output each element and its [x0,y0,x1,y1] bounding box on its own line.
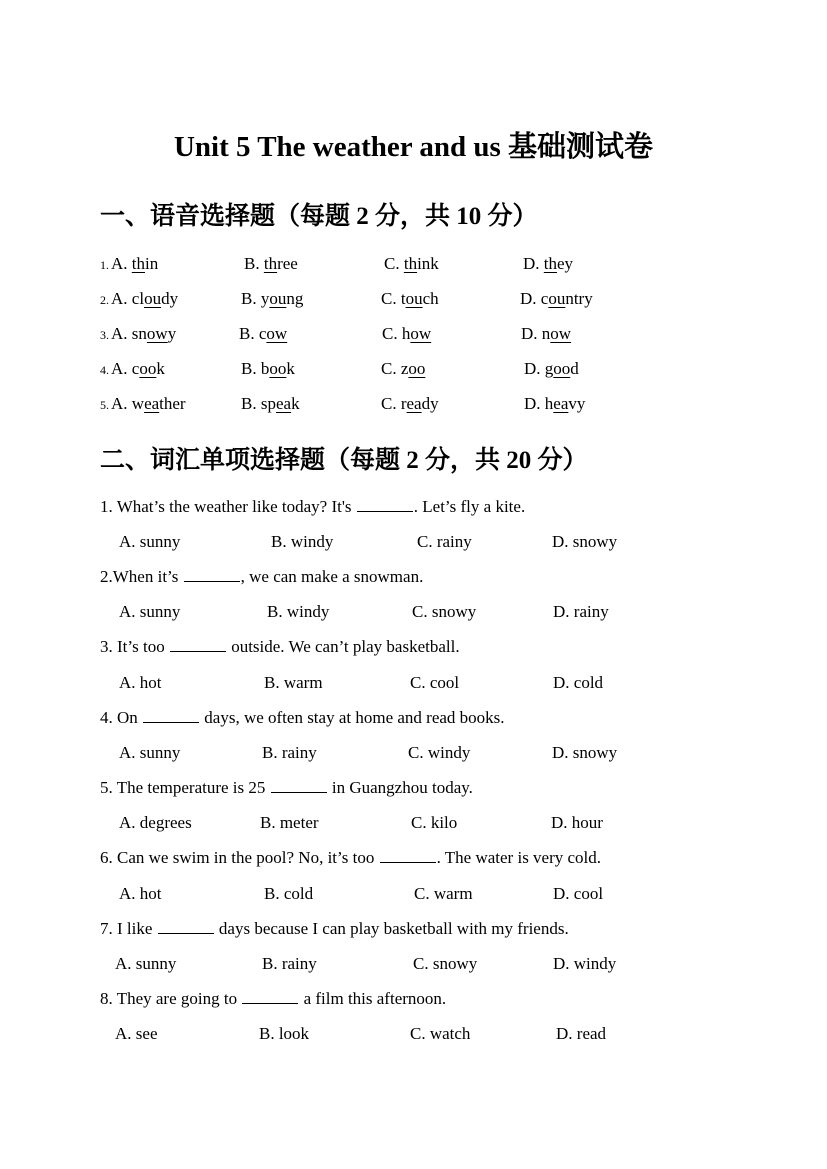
vocab-option: C. warm [414,884,473,903]
question-text: . The water is very cold. [436,848,602,867]
option-text: ntry [565,289,593,308]
phonics-option [524,358,579,380]
underlined-letters: ea [144,394,160,413]
underlined-letters: ou [405,289,423,308]
vocab-option: B. warm [264,673,323,692]
option-text: vy [568,394,586,413]
option-text: z [400,359,409,378]
answer-blank [242,988,298,1004]
vocab-option: B. windy [267,602,330,621]
vocab-option: A. hot [119,884,162,903]
underlined-letters: th [543,254,558,273]
section2-heading: 二、词汇单项选择题（每题 2 分，共 20 分） [100,447,588,474]
question-text: in Guangzhou today. [327,778,473,797]
vocab-question [100,707,505,729]
question-number: 2. [100,293,109,307]
vocab-option: A. degrees [119,813,192,832]
option-label: A. [111,359,132,378]
option-text: c [540,289,549,308]
phonics-option [111,358,165,380]
vocab-question [100,496,525,518]
vocab-question [100,918,569,940]
option-text: c [258,324,267,343]
option-label: B. [241,359,261,378]
question-text: 5. The temperature is 25 [100,778,270,797]
option-text: y [260,289,270,308]
question-text: . Let’s fly a kite. [413,497,526,516]
vocab-option: C. snowy [412,602,477,621]
vocab-option: D. snowy [552,532,618,551]
answer-blank [184,566,240,582]
option-label: C. [381,394,401,413]
answer-blank [143,707,199,723]
vocab-option: A. see [115,1024,158,1043]
option-label: B. [244,254,264,273]
underlined-letters: ow [146,324,168,343]
option-text: h [544,394,554,413]
option-label: A. [111,324,132,343]
option-label: A. [111,394,132,413]
vocab-option: B. windy [271,532,334,551]
question-number: 4. [100,363,109,377]
option-text: ree [277,254,298,273]
vocab-option: D. cool [553,884,604,903]
option-text: ther [159,394,186,413]
phonics-option [111,393,186,415]
vocab-option: B. meter [260,813,319,832]
vocab-option: C. cool [410,673,460,692]
option-text: n [541,324,551,343]
vocab-option: C. kilo [411,813,458,832]
option-text: dy [421,394,439,413]
vocab-option: A. sunny [119,743,181,762]
option-text: cl [131,289,145,308]
question-text: days because I can play basketball with my friends. [214,919,569,938]
phonics-option [381,393,439,415]
vocab-option: D. read [556,1024,607,1043]
page-title: Unit 5 The weather and us 基础测试卷 [173,131,654,163]
vocab-question [100,566,423,588]
option-label: C. [381,359,401,378]
vocab-option: D. cold [553,673,604,692]
question-number: 5. [100,398,109,412]
option-text: k [156,359,165,378]
phonics-option [523,253,573,275]
vocab-option: A. hot [119,673,162,692]
question-text: , we can make a snowman. [240,567,424,586]
option-label: C. [381,289,401,308]
vocab-option: A. sunny [119,602,181,621]
phonics-option [241,358,295,380]
phonics-option [382,323,431,345]
option-label: C. [384,254,404,273]
vocab-option: C. watch [410,1024,471,1043]
option-text: k [286,359,295,378]
option-text: w [131,394,145,413]
phonics-question [100,323,720,345]
vocab-question [100,636,460,658]
vocab-option: B. look [259,1024,310,1043]
vocab-option: C. rainy [417,532,472,551]
option-text: ink [417,254,439,273]
phonics-option [111,288,178,310]
question-text: days, we often stay at home and read books. [200,708,505,727]
question-text: 2.When it’s [100,567,183,586]
phonics-option [241,288,303,310]
vocab-question [100,847,601,869]
option-text: ch [422,289,439,308]
vocab-question [100,777,473,799]
option-text: c [131,359,140,378]
answer-blank [357,496,413,512]
underlined-letters: ow [266,324,288,343]
option-text: sp [260,394,276,413]
underlined-letters: ou [548,289,566,308]
question-text: 1. What’s the weather like today? It's [100,497,356,516]
phonics-question [100,393,720,415]
vocab-option: B. rainy [262,743,317,762]
vocab-option: D. windy [553,954,617,973]
option-text: y [167,324,177,343]
option-label: D. [521,324,542,343]
underlined-letters: ea [275,394,292,413]
option-text: h [401,324,411,343]
phonics-option [244,253,298,275]
option-text: dy [161,289,179,308]
option-text: in [145,254,159,273]
phonics-question [100,288,720,310]
phonics-question [100,358,720,380]
answer-blank [158,918,214,934]
underlined-letters: th [263,254,278,273]
question-text: outside. We can’t play basketball. [226,637,460,656]
section1-heading: 一、语音选择题（每题 2 分，共 10 分） [100,203,538,230]
underlined-letters: oo [139,359,157,378]
underlined-letters: ou [269,289,287,308]
phonics-option [111,323,176,345]
option-text: k [291,394,300,413]
vocab-option: C. windy [408,743,471,762]
underlined-letters: ea [406,394,422,413]
underlined-letters: oo [553,359,571,378]
phonics-option [521,323,571,345]
answer-blank [170,636,226,652]
option-label: B. [239,324,259,343]
option-text: t [400,289,406,308]
underlined-letters: oo [408,359,426,378]
underlined-letters: ow [410,324,432,343]
phonics-option [524,393,585,415]
underlined-letters: oo [269,359,287,378]
question-number: 3. [100,328,109,342]
vocab-option: D. snowy [552,743,618,762]
option-text: d [570,359,579,378]
question-text: 8. They are going to [100,989,242,1008]
underlined-letters: th [131,254,146,273]
vocab-option: D. hour [551,813,603,832]
vocab-question [100,988,446,1010]
answer-blank [380,847,436,863]
answer-blank [271,777,327,793]
option-text: sn [131,324,147,343]
question-number: 1. [100,258,109,272]
question-text: 3. It’s too [100,637,169,656]
option-label: B. [241,289,261,308]
phonics-option [381,358,425,380]
vocab-option: A. sunny [115,954,177,973]
phonics-option [241,393,300,415]
option-label: A. [111,289,132,308]
question-text: 6. Can we swim in the pool? No, it’s too [100,848,379,867]
option-label: C. [382,324,402,343]
underlined-letters: ea [553,394,569,413]
option-text: ey [557,254,574,273]
vocab-option: D. rainy [553,602,609,621]
question-text: 4. On [100,708,143,727]
option-label: D. [524,359,545,378]
question-text: a film this afternoon. [299,989,447,1008]
question-text: 7. I like [100,919,157,938]
option-label: A. [111,254,132,273]
phonics-option [520,288,593,310]
phonics-option [239,323,287,345]
vocab-option: B. cold [264,884,314,903]
option-text: b [260,359,270,378]
phonics-question [100,253,720,275]
option-text: g [544,359,554,378]
underlined-letters: ou [144,289,162,308]
phonics-option [381,288,439,310]
option-label: D. [523,254,544,273]
vocab-option: A. sunny [119,532,181,551]
phonics-option [111,253,158,275]
option-text: r [400,394,407,413]
underlined-letters: th [403,254,418,273]
vocab-option: C. snowy [413,954,478,973]
underlined-letters: ow [550,324,572,343]
vocab-option: B. rainy [262,954,317,973]
option-label: D. [520,289,541,308]
option-text: ng [286,289,304,308]
phonics-option [384,253,439,275]
option-label: D. [524,394,545,413]
option-label: B. [241,394,261,413]
